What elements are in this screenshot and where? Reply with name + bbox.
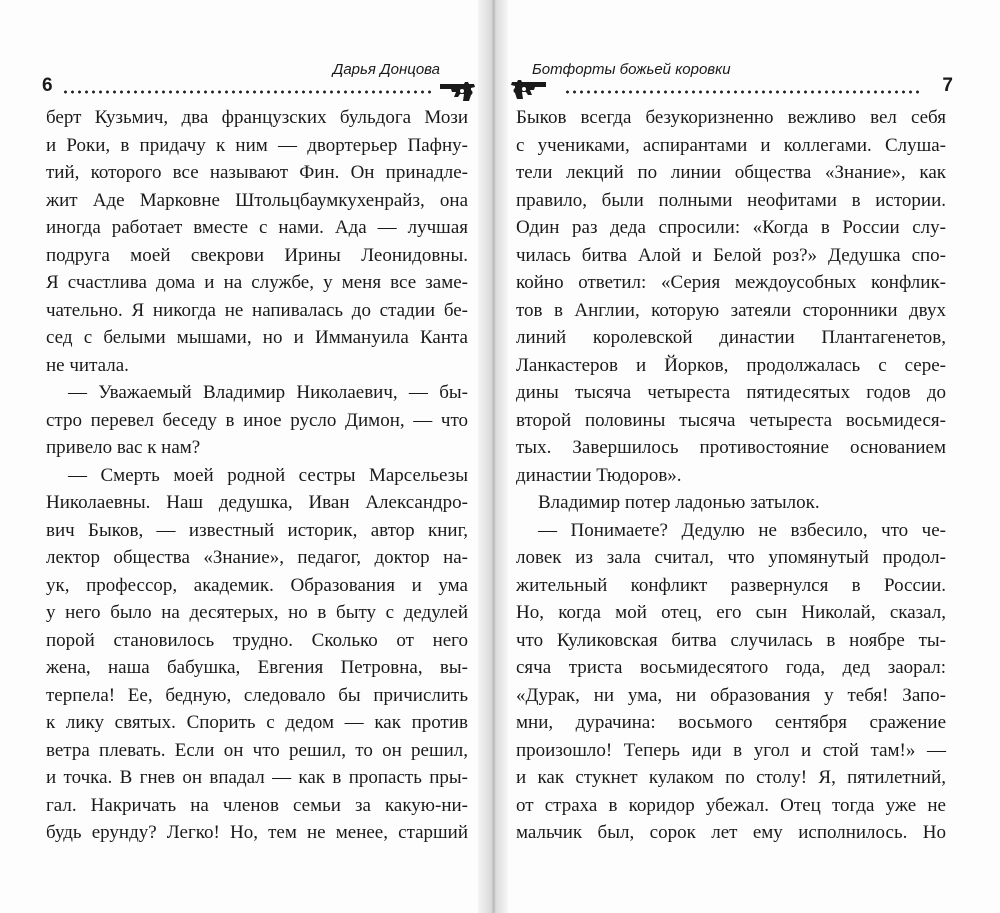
text-line: стро перевел беседу в иное русло Димон, — что (46, 409, 468, 431)
text-line: «Дурак, ни ума, ни образования у тебя! Запо- (516, 684, 946, 706)
text-line: мальчик был, сорок лет ему исполнилось. Но (516, 822, 946, 843)
right-dotted-rule (564, 90, 920, 94)
text-line: тий, которого все называют Фин. Он принадле- (46, 162, 468, 183)
right-page-number: 7 (942, 75, 953, 96)
text-line: династии Тюдоров». (516, 464, 682, 486)
text-line: что Куликовская битва случилась в ноябре ты- (516, 629, 946, 651)
text-line: произошло! Теперь иди в угол и стой там!» — (516, 739, 946, 761)
revolver-icon (438, 78, 478, 102)
text-line: — Смерть моей родной сестры Марсельезы (68, 464, 468, 486)
text-line: и точка. В гнев он впадал — как в пропасть пры- (46, 767, 468, 788)
left-page-body (46, 104, 468, 847)
text-line: тели лекций по линии общества «Знание», как (516, 162, 946, 183)
right-page-body (516, 104, 946, 847)
text-line: вич Быков, — известный историк, автор книг, (46, 519, 468, 541)
left-page (0, 0, 478, 913)
text-line: мни, дурачина: восьмого сентября сражение (516, 712, 946, 733)
text-line: тов в Англии, которую затеяли сторонники двух (516, 299, 946, 321)
text-line: берт Кузьмич, два французских бульдога Мози (46, 107, 468, 128)
text-line: — Понимаете? Дедулю не взбесило, что че- (538, 519, 946, 541)
text-line: привело вас к нам? (46, 437, 201, 458)
text-line: порой становилось трудно. Сколько от него (46, 629, 468, 651)
text-line: Я счастлива дома и на службе, у меня все заме- (46, 272, 468, 293)
text-line: от страха в коридор убежал. Отец тогда уже не (516, 794, 946, 816)
text-line: тых. Завершилось противостояние основанием (516, 437, 946, 458)
text-line: гал. Накричать на членов семьи за какую-ни- (46, 794, 468, 816)
text-line: жительный конфликт развернулся в России. (516, 574, 946, 596)
text-line: Быков всегда безукоризненно вежливо вел себя (516, 107, 946, 128)
text-line: терпела! Ее, бедную, следовало бы причислить (46, 684, 468, 706)
text-line: Ланкастеров и Йорков, продолжалась с сере- (516, 354, 946, 376)
text-line: правило, были полными неофитами в истории. (516, 189, 946, 211)
text-line: лектор общества «Знание», педагог, доктор на- (46, 547, 468, 568)
text-line: будь ерунду? Легко! Но, тем не менее, старший (46, 822, 468, 843)
text-line: жит Аде Марковне Штольцбаумкухенрайз, она (46, 189, 468, 211)
right-page-header (508, 62, 953, 102)
left-dotted-rule (62, 90, 434, 94)
left-page-header (42, 62, 482, 102)
text-line: и как стукнет кулаком по столу! Я, пятилетний, (516, 767, 946, 788)
text-line: Владимир потер ладонью затылок. (538, 492, 820, 513)
text-line: чилась битва Алой и Белой роз?» Дедушка спо- (516, 244, 946, 266)
text-line: Один раз деда спросили: «Когда в России слу- (516, 217, 946, 238)
text-line: второй половины тысяча четыреста восьмидеся- (516, 409, 946, 431)
book-gutter (478, 0, 508, 913)
text-line: дины тысяча четыреста пятидесятых годов до (516, 382, 946, 403)
text-line: Но, когда мой отец, его сын Николай, сказал, (516, 602, 946, 623)
right-running-title: Ботфорты божьей коровки (532, 61, 731, 78)
text-line: не читала. (46, 354, 129, 376)
right-page (508, 0, 1000, 913)
text-line: и Роки, в придачу к ним — двортерьер Пафну- (46, 134, 468, 156)
left-page-number: 6 (42, 75, 53, 96)
text-line: ловек из зала считал, что упомянутый продол- (516, 547, 946, 568)
text-line: Николаевны. Наш дедушка, Иван Александро- (46, 492, 468, 513)
left-running-title: Дарья Донцова (332, 61, 440, 78)
text-line: ук, профессор, академик. Образования и ума (46, 574, 468, 596)
text-line: с учениками, аспирантами и коллегами. Слуша- (516, 134, 946, 156)
text-line: жена, наша бабушка, Евгения Петровна, вы- (46, 657, 468, 678)
text-line: иногда работает вместе с нами. Ада — лучшая (46, 217, 468, 238)
text-line: линий королевской династии Плантагенетов, (516, 327, 946, 348)
text-line: к лику святых. Спорить с дедом — как против (46, 712, 468, 733)
text-line: у него было на десятерых, но в быту с дедулей (46, 602, 468, 623)
text-line: сяча триста восьмидесятого года, дед заорал: (516, 657, 946, 678)
text-line: — Уважаемый Владимир Николаевич, — бы- (68, 382, 468, 403)
text-line: чательно. Я никогда не напивалась до стадии бе- (46, 299, 468, 321)
revolver-icon (508, 76, 548, 100)
text-line: подруга моей свекрови Ирины Леонидовны. (46, 244, 468, 266)
text-line: койно ответил: «Серия междоусобных конфлик- (516, 272, 946, 293)
text-line: сед с белыми мышами, но и Иммануила Канта (46, 327, 468, 348)
text-line: ветра плевать. Если он что решил, то он решил, (46, 739, 468, 761)
